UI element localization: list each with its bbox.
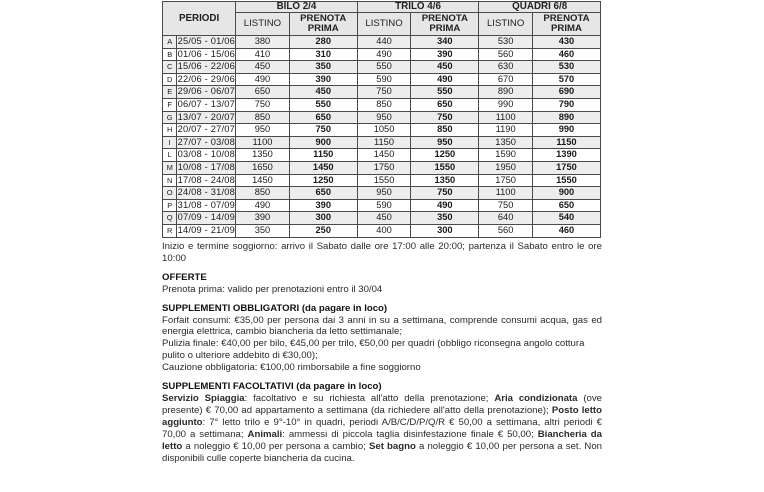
bilo-prenota-prima-price: 390: [289, 73, 357, 86]
prenota-line1: PRENOTA: [300, 13, 347, 24]
trilo-listino-price: 440: [357, 36, 411, 49]
bilo-prenota-prima-price: 650: [289, 111, 357, 124]
prenota-prima-header: [289, 13, 357, 36]
bilo-listino-price: 490: [236, 73, 290, 86]
quadri-prenota-prima-price: 1390: [532, 149, 600, 162]
table-row: [163, 98, 601, 111]
quadri-prenota-prima-price: 900: [532, 187, 600, 200]
mandatory-supplements-title: SUPPLEMENTI OBBLIGATORI (da pagare in loco): [162, 302, 388, 314]
trilo-listino-price: 750: [357, 86, 411, 99]
group-header-bilo: BILO 2/4: [236, 2, 358, 13]
trilo-prenota-prima-price: 1550: [411, 161, 479, 174]
bilo-listino-price: 1450: [236, 174, 290, 187]
bilo-prenota-prima-price: 280: [289, 36, 357, 49]
period-dates: 13/07 - 20/07: [177, 111, 236, 124]
opt-aria-text: (ove presente) € 70,00 ad appartamento a settimana (da richiedere all'atto della prenotazione);: [162, 392, 602, 416]
table-row: [163, 199, 601, 212]
table-row: [163, 124, 601, 137]
table-row: [163, 111, 601, 124]
trilo-prenota-prima-price: 1350: [411, 174, 479, 187]
bilo-listino-price: 850: [236, 111, 290, 124]
period-dates: 06/07 - 13/07: [177, 98, 236, 111]
prenota-line1: PRENOTA: [421, 13, 468, 24]
bilo-listino-price: 410: [236, 48, 290, 61]
group-header-quadri: QUADRI 6/8: [479, 2, 601, 13]
bilo-listino-price: 1650: [236, 161, 290, 174]
opt-animali-text: : ammessi di piccola taglia disinfestazione finale € 50,00;: [282, 428, 538, 440]
prenota-line2: PRIMA: [429, 23, 461, 34]
period-code: G: [163, 111, 177, 124]
opt-spiaggia-label: Servizio Spiaggia: [162, 392, 245, 404]
trilo-listino-price: 1550: [357, 174, 411, 187]
bilo-listino-price: 380: [236, 36, 290, 49]
quadri-listino-price: 560: [479, 224, 533, 237]
period-code: C: [163, 61, 177, 74]
opt-bagno-text: a noleggio € 10,00 per persona a set. Non disponibili culle coperte biancheria da cucina.: [162, 440, 602, 464]
quadri-prenota-prima-price: 540: [532, 212, 600, 225]
period-code: O: [163, 187, 177, 200]
bilo-prenota-prima-price: 450: [289, 86, 357, 99]
trilo-listino-price: 1150: [357, 136, 411, 149]
quadri-listino-price: 890: [479, 86, 533, 99]
quadri-prenota-prima-price: 1550: [532, 174, 600, 187]
trilo-prenota-prima-price: 850: [411, 124, 479, 137]
period-code: N: [163, 174, 177, 187]
bilo-prenota-prima-price: 350: [289, 61, 357, 74]
listino-header: LISTINO: [236, 13, 290, 36]
bilo-prenota-prima-price: 650: [289, 187, 357, 200]
period-dates: 25/05 - 01/06: [177, 36, 236, 49]
trilo-prenota-prima-price: 550: [411, 86, 479, 99]
trilo-listino-price: 950: [357, 187, 411, 200]
listino-header: LISTINO: [357, 13, 411, 36]
bilo-prenota-prima-price: 1450: [289, 161, 357, 174]
trilo-prenota-prima-price: 490: [411, 199, 479, 212]
period-code: Q: [163, 212, 177, 225]
bilo-listino-price: 650: [236, 86, 290, 99]
quadri-listino-price: 1750: [479, 174, 533, 187]
period-dates: 14/09 - 21/09: [177, 224, 236, 237]
period-code: E: [163, 86, 177, 99]
bilo-listino-price: 450: [236, 61, 290, 74]
bilo-prenota-prima-price: 1150: [289, 149, 357, 162]
trilo-prenota-prima-price: 300: [411, 224, 479, 237]
quadri-prenota-prima-price: 1150: [532, 136, 600, 149]
quadri-listino-price: 530: [479, 36, 533, 49]
bilo-prenota-prima-price: 310: [289, 48, 357, 61]
table-row: [163, 187, 601, 200]
prenota-line2: PRIMA: [551, 23, 582, 34]
quadri-listino-price: 750: [479, 199, 533, 212]
quadri-listino-price: 1100: [479, 187, 533, 200]
period-code: M: [163, 161, 177, 174]
opt-posto-text: : 7° letto trilo e 9°-10° in quadri, periodi A/B/C/D/P/Q/R € 50,00 a settimana, altri periodi € 70,00 a settimana;: [162, 416, 602, 440]
trilo-listino-price: 950: [357, 111, 411, 124]
period-code: I: [163, 136, 177, 149]
trilo-prenota-prima-price: 490: [411, 73, 479, 86]
trilo-prenota-prima-price: 350: [411, 212, 479, 225]
quadri-listino-price: 1950: [479, 161, 533, 174]
opt-biancheria-label: Biancheria da letto: [162, 428, 602, 452]
bilo-listino-price: 1100: [236, 136, 290, 149]
quadri-prenota-prima-price: 990: [532, 124, 600, 137]
offers-text: Prenota prima: valido per prenotazioni entro il 30/04: [162, 283, 383, 295]
trilo-listino-price: 450: [357, 212, 411, 225]
trilo-prenota-prima-price: 340: [411, 36, 479, 49]
period-dates: 29/06 - 06/07: [177, 86, 236, 99]
trilo-listino-price: 590: [357, 199, 411, 212]
trilo-listino-price: 850: [357, 98, 411, 111]
trilo-prenota-prima-price: 950: [411, 136, 479, 149]
table-row: [163, 36, 601, 49]
prenota-line1: PRENOTA: [543, 13, 590, 24]
bilo-prenota-prima-price: 300: [289, 212, 357, 225]
trilo-prenota-prima-price: 750: [411, 187, 479, 200]
prenota-line2: PRIMA: [307, 23, 339, 34]
period-dates: 15/06 - 22/06: [177, 61, 236, 74]
listino-header: LISTINO: [479, 13, 533, 36]
bilo-listino-price: 390: [236, 212, 290, 225]
period-code: L: [163, 149, 177, 162]
quadri-listino-price: 630: [479, 61, 533, 74]
bilo-prenota-prima-price: 250: [289, 224, 357, 237]
trilo-listino-price: 1750: [357, 161, 411, 174]
quadri-prenota-prima-price: 530: [532, 61, 600, 74]
bilo-prenota-prima-price: 900: [289, 136, 357, 149]
checkin-info: Inizio e termine soggiorno: arrivo il Sabato dalle ore 17:00 alle 20:00; partenza il Sabato entro le ore 10:00: [162, 241, 602, 264]
period-code: F: [163, 98, 177, 111]
bilo-prenota-prima-price: 750: [289, 124, 357, 137]
bilo-listino-price: 1350: [236, 149, 290, 162]
bilo-listino-price: 850: [236, 187, 290, 200]
quadri-listino-price: 1350: [479, 136, 533, 149]
bilo-prenota-prima-price: 390: [289, 199, 357, 212]
period-dates: 03/08 - 10/08: [177, 149, 236, 162]
quadri-prenota-prima-price: 570: [532, 73, 600, 86]
quadri-prenota-prima-price: 890: [532, 111, 600, 124]
bilo-prenota-prima-price: 1250: [289, 174, 357, 187]
bilo-listino-price: 490: [236, 199, 290, 212]
quadri-prenota-prima-price: 790: [532, 98, 600, 111]
quadri-listino-price: 1100: [479, 111, 533, 124]
quadri-prenota-prima-price: 650: [532, 199, 600, 212]
opt-bagno-label: Set bagno: [368, 440, 416, 452]
period-dates: 27/07 - 03/08: [177, 136, 236, 149]
trilo-prenota-prima-price: 1250: [411, 149, 479, 162]
prenota-prima-header: [411, 13, 479, 36]
mandatory-pulizia: Pulizia finale: €40,00 per bilo, €45,00 per trilo, €50,00 per quadri (obbligo riconsegna angolo cottura pulito o ulteriore addebito di €30,00);: [162, 338, 585, 362]
opt-aria-label: Aria condizionata: [494, 392, 578, 404]
quadri-listino-price: 560: [479, 48, 533, 61]
quadri-prenota-prima-price: 690: [532, 86, 600, 99]
trilo-listino-price: 1050: [357, 124, 411, 137]
period-code: P: [163, 199, 177, 212]
trilo-listino-price: 590: [357, 73, 411, 86]
group-header-trilo: TRILO 4/6: [357, 2, 479, 13]
period-dates: 20/07 - 27/07: [177, 124, 236, 137]
quadri-prenota-prima-price: 460: [532, 48, 600, 61]
table-row: [163, 136, 601, 149]
table-row: [163, 212, 601, 225]
period-dates: 24/08 - 31/08: [177, 187, 236, 200]
bilo-listino-price: 350: [236, 224, 290, 237]
trilo-prenota-prima-price: 750: [411, 111, 479, 124]
table-row: [163, 86, 601, 99]
quadri-listino-price: 670: [479, 73, 533, 86]
price-rows: [163, 36, 601, 238]
mandatory-forfait: Forfait consumi: €35,00 per persona dai 3 anni in su a settimana, comprende consumi acqua, gas ed energia elettrica, cambio biancheria da letto settimanale;: [162, 314, 602, 338]
period-code: A: [163, 36, 177, 49]
quadri-listino-price: 990: [479, 98, 533, 111]
period-dates: 17/08 - 24/08: [177, 174, 236, 187]
trilo-listino-price: 400: [357, 224, 411, 237]
quadri-listino-price: 1190: [479, 124, 533, 137]
period-dates: 22/06 - 29/06: [177, 73, 236, 86]
bilo-listino-price: 950: [236, 124, 290, 137]
quadri-prenota-prima-price: 430: [532, 36, 600, 49]
trilo-prenota-prima-price: 650: [411, 98, 479, 111]
trilo-prenota-prima-price: 390: [411, 48, 479, 61]
periods-header: PERIODI: [163, 2, 236, 36]
trilo-prenota-prima-price: 450: [411, 61, 479, 74]
period-dates: 31/08 - 07/09: [177, 199, 236, 212]
bilo-listino-price: 750: [236, 98, 290, 111]
mandatory-cauzione: Cauzione obbligatoria: €100,00 rimborsabile a fine soggiorno: [162, 362, 421, 374]
opt-spiaggia-text: : facoltativo e su richiesta all'atto della prenotazione;: [244, 392, 495, 404]
period-dates: 01/06 - 15/06: [177, 48, 236, 61]
trilo-listino-price: 1450: [357, 149, 411, 162]
table-row: [163, 174, 601, 187]
period-code: H: [163, 124, 177, 137]
period-dates: 10/08 - 17/08: [177, 161, 236, 174]
quadri-prenota-prima-price: 1750: [532, 161, 600, 174]
quadri-listino-price: 1590: [479, 149, 533, 162]
opt-posto-label: Posto letto aggiunto: [162, 404, 602, 428]
trilo-listino-price: 550: [357, 61, 411, 74]
quadri-prenota-prima-price: 460: [532, 224, 600, 237]
table-row: [163, 61, 601, 74]
notes-section: [162, 241, 602, 464]
prenota-prima-header: [532, 13, 600, 36]
bilo-prenota-prima-price: 550: [289, 98, 357, 111]
table-row: [163, 161, 601, 174]
period-code: B: [163, 48, 177, 61]
trilo-listino-price: 490: [357, 48, 411, 61]
optional-supplements-title: SUPPLEMENTI FACOLTATIVI (da pagare in loco): [162, 381, 382, 393]
opt-animali-label: Animali: [247, 428, 283, 440]
optional-supplements-text: [162, 393, 602, 464]
table-row: [163, 149, 601, 162]
opt-biancheria-text: a noleggio € 10,00 per persona a cambio;: [182, 440, 369, 452]
period-code: R: [163, 224, 177, 237]
offers-title: OFFERTE: [162, 271, 207, 283]
table-row: [163, 48, 601, 61]
table-row: [163, 224, 601, 237]
period-dates: 07/09 - 14/09: [177, 212, 236, 225]
period-code: D: [163, 73, 177, 86]
quadri-listino-price: 640: [479, 212, 533, 225]
table-row: [163, 73, 601, 86]
price-table: [162, 1, 601, 238]
